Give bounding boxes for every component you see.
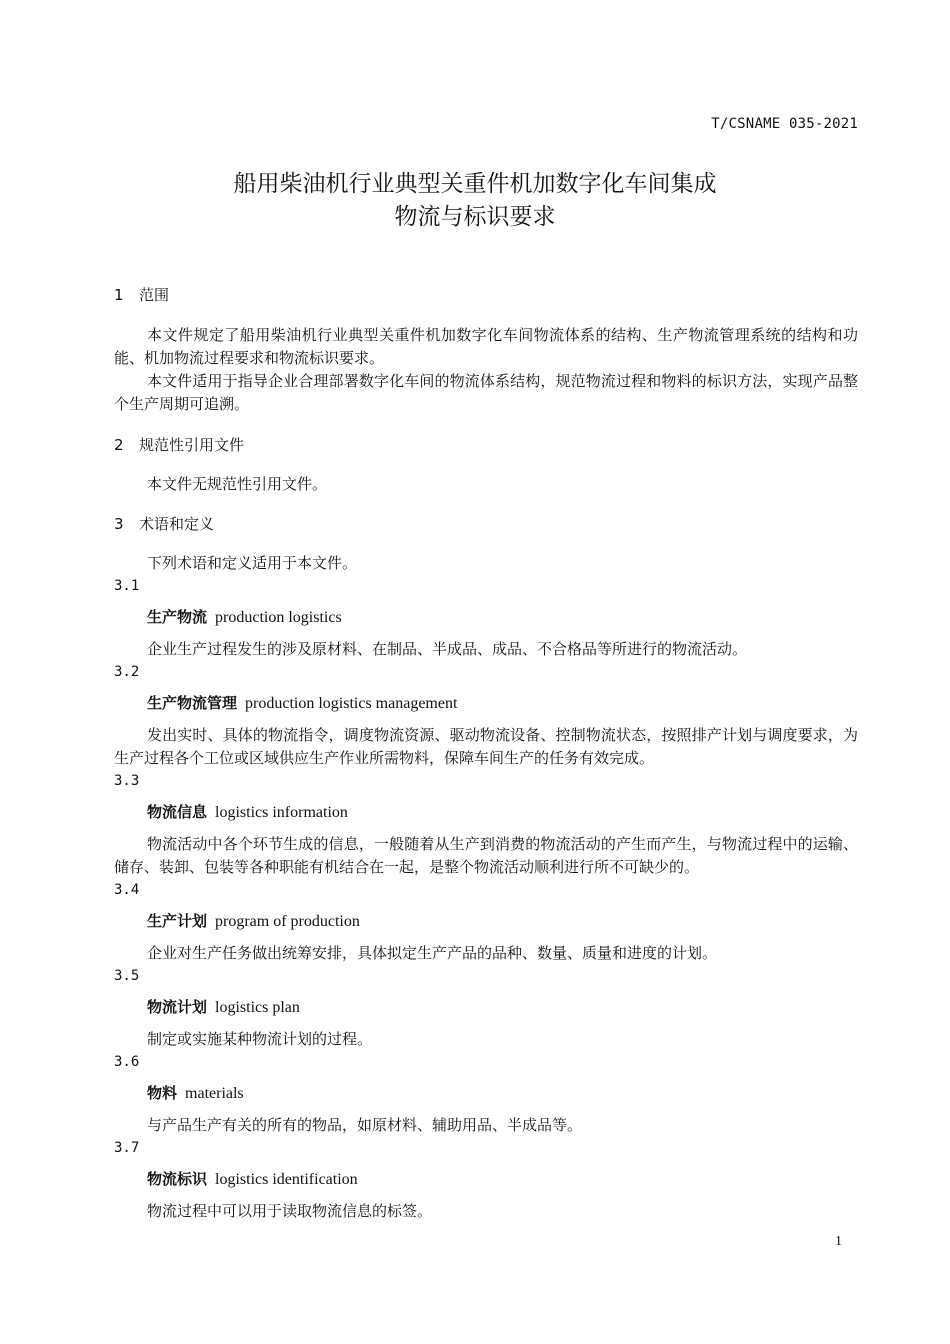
title-line-1: 船用柴油机行业典型关重件机加数字化车间集成 xyxy=(233,171,717,197)
term-english: materials xyxy=(185,1085,244,1102)
term-definition: 企业对生产任务做出统筹安排，具体拟定生产产品的品种、数量、质量和进度的计划。 xyxy=(147,944,718,962)
section-heading-scope xyxy=(114,284,858,306)
term-number: 3.3 xyxy=(114,773,140,789)
term-english: logistics plan xyxy=(215,999,300,1016)
term-english: production logistics xyxy=(215,609,342,626)
term-definition: 发出实时、具体的物流指令，调度物流资源、驱动物流设备、控制物流状态，按照排产计划与调度要求，为生产过程各个工位或区域供应生产作业所需物料，保障车间生产的任务有效完成。 xyxy=(114,726,858,767)
section-number: 1 xyxy=(114,286,124,304)
section-title: 术语和定义 xyxy=(139,515,215,533)
term-entry xyxy=(114,606,858,629)
term-definition: 物流过程中可以用于读取物流信息的标签。 xyxy=(147,1202,433,1220)
document-code: T/CSNAME 035-2021 xyxy=(711,116,858,132)
term-chinese: 物流计划 xyxy=(147,998,208,1016)
term-definition: 物流活动中各个环节生成的信息，一般随着从生产到消费的物流活动的产生而产生，与物流过程中的运输、储存、装卸、包装等各种职能有机结合在一起，是整个物流活动顺利进行所不可缺少的。 xyxy=(114,835,858,876)
term-english: logistics identification xyxy=(215,1171,358,1188)
section-number: 3 xyxy=(114,515,124,533)
term-number: 3.7 xyxy=(114,1140,140,1156)
title-line-2: 物流与标识要求 xyxy=(394,204,556,230)
section-heading-terms-definitions xyxy=(114,513,858,535)
term-number: 3.1 xyxy=(114,578,140,594)
paragraph: 本文件适用于指导企业合理部署数字化车间的物流体系结构，规范物流过程和物料的标识方法，实现产品整个生产周期可追溯。 xyxy=(114,372,858,413)
term-entry xyxy=(114,692,858,715)
term-entry xyxy=(114,1082,858,1105)
term-chinese: 物流标识 xyxy=(147,1170,208,1188)
section-title: 范围 xyxy=(139,286,170,304)
document-body xyxy=(114,284,858,1223)
term-definition: 企业生产过程发生的涉及原材料、在制品、半成品、成品、不合格品等所进行的物流活动。 xyxy=(147,640,748,658)
section-heading-normative-references xyxy=(114,434,858,456)
paragraph: 本文件规定了船用柴油机行业典型关重件机加数字化车间物流体系的结构、生产物流管理系统的结构和功能、机加物流过程要求和物流标识要求。 xyxy=(114,326,858,367)
term-entry xyxy=(114,996,858,1019)
term-english: program of production xyxy=(215,913,360,930)
term-number: 3.4 xyxy=(114,882,140,898)
term-entry xyxy=(114,1168,858,1191)
term-number: 3.6 xyxy=(114,1054,140,1070)
term-number: 3.2 xyxy=(114,664,140,680)
term-chinese: 物料 xyxy=(147,1084,178,1102)
term-chinese: 物流信息 xyxy=(147,803,208,821)
term-definition: 与产品生产有关的所有的物品，如原材料、辅助用品、半成品等。 xyxy=(147,1116,583,1134)
term-chinese: 生产物流 xyxy=(147,608,208,626)
term-definition: 制定或实施某种物流计划的过程。 xyxy=(147,1030,373,1048)
paragraph: 下列术语和定义适用于本文件。 xyxy=(147,554,358,572)
section-number: 2 xyxy=(114,436,124,454)
term-chinese: 生产物流管理 xyxy=(147,694,238,712)
page-number: 1 xyxy=(835,1234,842,1249)
term-entry xyxy=(114,801,858,824)
term-number: 3.5 xyxy=(114,968,140,984)
term-english: logistics information xyxy=(215,804,348,821)
section-title: 规范性引用文件 xyxy=(139,436,245,454)
term-english: production logistics management xyxy=(245,695,458,712)
term-chinese: 生产计划 xyxy=(147,912,208,930)
paragraph: 本文件无规范性引用文件。 xyxy=(147,475,328,493)
term-entry xyxy=(114,910,858,933)
document-title xyxy=(0,168,950,234)
